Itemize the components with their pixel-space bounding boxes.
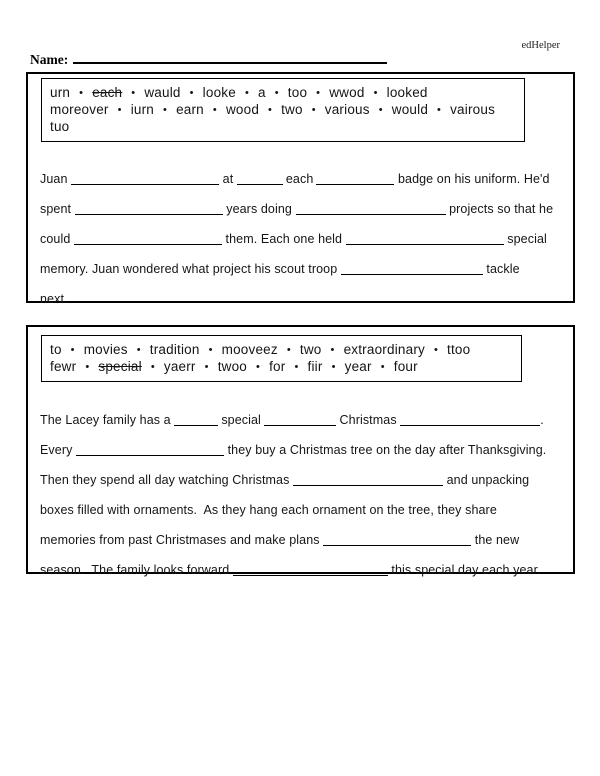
bullet-separator-icon: • xyxy=(294,361,299,373)
fill-in-blank[interactable] xyxy=(75,203,223,215)
bullet-separator-icon: • xyxy=(85,361,90,373)
story-line xyxy=(40,555,567,585)
wordbank-word-crossed-out: special xyxy=(98,359,142,374)
story-text: season. The family looks forward xyxy=(40,563,233,577)
story-paragraph-2 xyxy=(40,405,567,585)
name-label: Name: xyxy=(30,52,69,67)
story-line xyxy=(40,254,567,284)
bullet-separator-icon: • xyxy=(70,344,75,356)
story-line xyxy=(40,435,567,465)
bullet-separator-icon: • xyxy=(268,104,273,116)
story-line xyxy=(40,525,567,555)
bullet-separator-icon: • xyxy=(330,344,335,356)
wordbank-word: various xyxy=(324,102,370,117)
wordbank-word: for xyxy=(269,359,286,374)
story-text: the new xyxy=(471,533,520,547)
wordbank-line xyxy=(50,84,516,101)
wordbank-word: wwod xyxy=(329,85,365,100)
wordbank-word: too xyxy=(287,85,308,100)
story-text: could xyxy=(40,232,74,246)
name-blank-line[interactable] xyxy=(73,52,387,64)
wordbank-word: movies xyxy=(83,342,128,357)
story-text: next. xyxy=(40,292,68,306)
fill-in-blank[interactable] xyxy=(264,414,336,426)
fill-in-blank[interactable] xyxy=(293,474,443,486)
wordbank-word: two xyxy=(281,102,303,117)
brand-logo: edHelper xyxy=(521,40,560,51)
bullet-separator-icon: • xyxy=(286,344,291,356)
story-text: The Lacey family has a xyxy=(40,413,175,427)
bullet-separator-icon: • xyxy=(150,361,155,373)
story-line xyxy=(40,194,567,224)
story-text: at xyxy=(219,172,237,186)
story-text: Christmas xyxy=(335,413,401,427)
wordbank-word: fiir xyxy=(307,359,323,374)
wordbank-word: tradition xyxy=(149,342,200,357)
story-text: Juan xyxy=(40,172,72,186)
wordbank-line xyxy=(50,341,513,358)
bullet-separator-icon: • xyxy=(316,87,321,99)
wordbank-line xyxy=(50,358,513,375)
story-paragraph-1 xyxy=(40,164,567,314)
story-text: this special day each year. xyxy=(387,563,541,577)
exercise-box-2 xyxy=(26,325,575,577)
wordbank-word: yaerr xyxy=(163,359,196,374)
bullet-separator-icon: • xyxy=(437,104,442,116)
filled-answer: special xyxy=(221,413,261,427)
wordbank-word: ttoo xyxy=(447,342,471,357)
fill-in-blank[interactable] xyxy=(346,233,504,245)
bullet-separator-icon: • xyxy=(79,87,84,99)
bullet-separator-icon: • xyxy=(208,344,213,356)
wordbank-word: iurn xyxy=(130,102,154,117)
story-line xyxy=(40,465,567,495)
story-text: boxes filled with ornaments. As they hang each ornament on the tree, they share xyxy=(40,503,497,517)
wordbank-line xyxy=(50,118,516,135)
story-text: Every xyxy=(40,443,77,457)
wordbank-word: looked xyxy=(386,85,428,100)
bullet-separator-icon: • xyxy=(274,87,279,99)
story-line xyxy=(40,164,567,194)
fill-in-blank[interactable] xyxy=(400,414,540,426)
story-text: and unpacking xyxy=(443,473,530,487)
bullet-separator-icon: • xyxy=(244,87,250,99)
bullet-separator-icon: • xyxy=(189,87,194,99)
fill-in-blank[interactable] xyxy=(316,173,394,185)
wordbank-word: urn xyxy=(50,85,71,100)
bullet-separator-icon: • xyxy=(331,361,336,373)
story-text: badge on his uniform. He'd xyxy=(394,172,550,186)
fill-in-blank[interactable] xyxy=(71,173,219,185)
wordbank-word: a xyxy=(258,85,266,100)
wordbank-word: four xyxy=(393,359,418,374)
story-text: they buy a Christmas tree on the day after Thanksgiving. xyxy=(224,443,547,457)
story-line xyxy=(40,224,567,254)
wordbank-word-crossed-out: each xyxy=(92,85,123,100)
bullet-separator-icon: • xyxy=(380,361,385,373)
fill-in-blank[interactable] xyxy=(233,564,388,576)
bullet-separator-icon: • xyxy=(311,104,316,116)
wordbank-word: vairous xyxy=(450,102,496,117)
fill-in-blank[interactable] xyxy=(74,233,222,245)
wordbank-word: mooveez xyxy=(221,342,278,357)
wordbank-word: tuo xyxy=(50,119,70,134)
bullet-separator-icon: • xyxy=(204,361,209,373)
bullet-separator-icon: • xyxy=(373,87,378,99)
wordbank-word: twoo xyxy=(217,359,248,374)
story-text: tackle xyxy=(482,262,520,276)
bullet-separator-icon: • xyxy=(433,344,439,356)
bullet-separator-icon: • xyxy=(136,344,141,356)
story-text: years doing xyxy=(222,202,296,216)
story-line xyxy=(40,495,567,525)
wordbank-word: wood xyxy=(225,102,260,117)
story-text: memory. Juan wondered what project his scout troop xyxy=(40,262,341,276)
word-bank-2 xyxy=(41,335,522,382)
name-row xyxy=(30,52,387,68)
story-text: Then they spend all day watching Christmas xyxy=(40,473,294,487)
wordbank-line xyxy=(50,101,516,118)
wordbank-word: two xyxy=(299,342,322,357)
story-text: spent xyxy=(40,202,75,216)
wordbank-word: fewr xyxy=(50,359,77,374)
wordbank-word: year xyxy=(344,359,372,374)
wordbank-word: moreover xyxy=(50,102,109,117)
bullet-separator-icon: • xyxy=(117,104,122,116)
story-text: special xyxy=(503,232,547,246)
fill-in-blank[interactable] xyxy=(323,534,471,546)
fill-in-blank[interactable] xyxy=(174,414,218,426)
word-bank-1 xyxy=(41,78,525,142)
story-text: them. Each one held xyxy=(221,232,346,246)
story-text: . xyxy=(540,413,544,427)
wordbank-word: extraordinary xyxy=(343,342,425,357)
bullet-separator-icon: • xyxy=(131,87,136,99)
wordbank-word: wauld xyxy=(144,85,181,100)
fill-in-blank[interactable] xyxy=(296,203,446,215)
fill-in-blank[interactable] xyxy=(76,444,224,456)
filled-answer: each xyxy=(285,172,314,186)
story-line xyxy=(40,405,567,435)
wordbank-word: to xyxy=(50,342,62,357)
bullet-separator-icon: • xyxy=(163,104,168,116)
wordbank-word: would xyxy=(391,102,429,117)
bullet-separator-icon: • xyxy=(256,361,261,373)
bullet-separator-icon: • xyxy=(378,104,383,116)
fill-in-blank[interactable] xyxy=(237,173,283,185)
exercise-box-1 xyxy=(26,72,575,306)
bullet-separator-icon: • xyxy=(212,104,217,116)
wordbank-word: earn xyxy=(176,102,204,117)
fill-in-blank[interactable] xyxy=(341,263,483,275)
story-text: memories from past Christmases and make plans xyxy=(40,533,324,547)
wordbank-word: looke xyxy=(202,85,236,100)
story-text: projects so that he xyxy=(445,202,554,216)
story-line xyxy=(40,284,567,314)
